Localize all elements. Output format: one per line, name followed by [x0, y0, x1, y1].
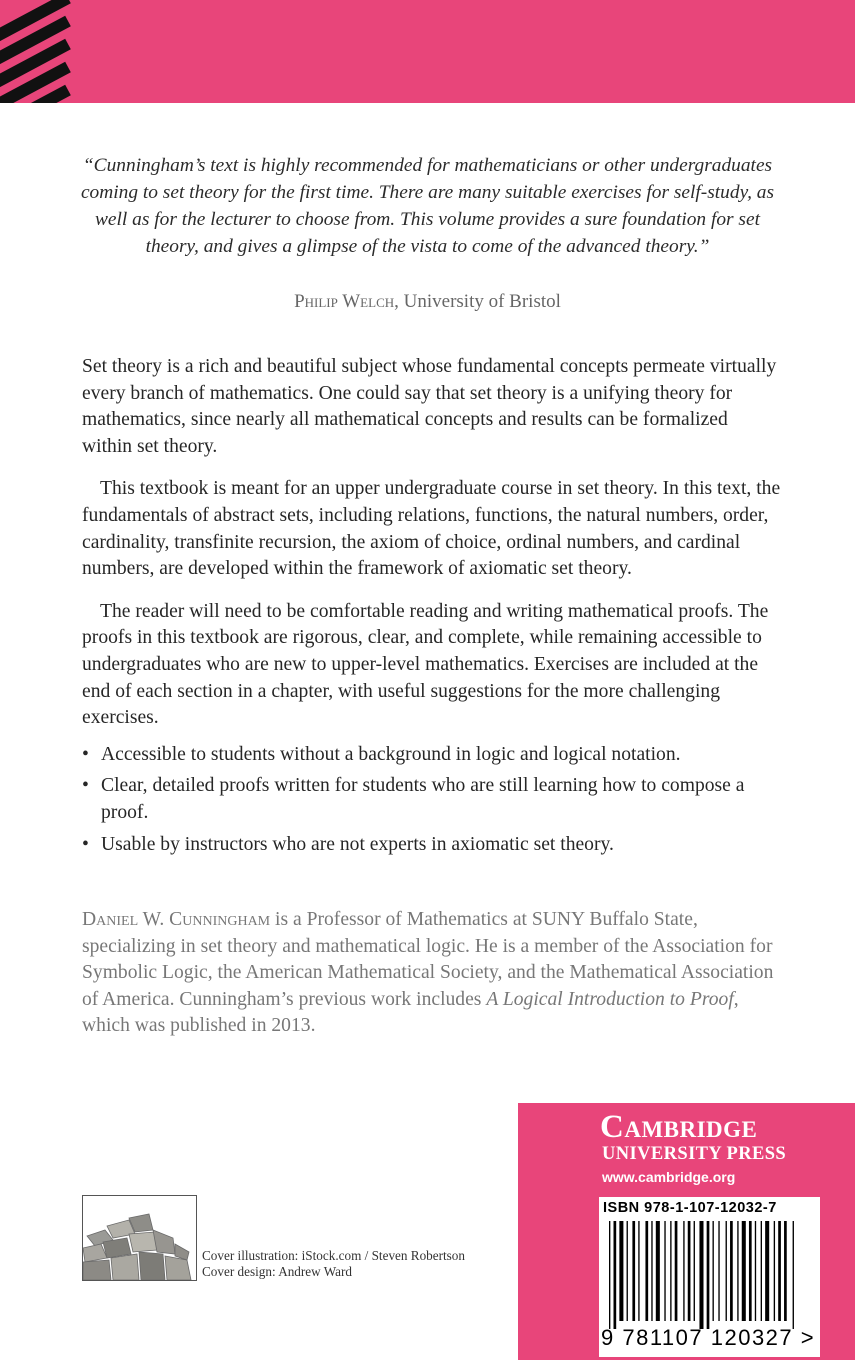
publisher-block [518, 1103, 855, 1360]
publisher-logo-name: Cambridge [600, 1109, 758, 1145]
diagonal-stripes-graphic [0, 0, 80, 103]
description-paragraph-3: The reader will need to be comfortable reading and writing mathematical proofs. The proofs in this textbook are rigorous, clear, and complete, while remaining accessible to undergraduates who are new to upper-level mathematics. Exercises are included at the end of each section in a chapter, with useful suggestions for the more challenging exercises. [82, 600, 769, 729]
book-description [82, 354, 782, 863]
barcode-bars [609, 1221, 809, 1329]
feature-list [82, 742, 782, 858]
feature-item: • Accessible to students without a background in logic and logical notation. [82, 742, 782, 769]
description-paragraph-2: This textbook is meant for an upper undergraduate course in set theory. In this text, the fundamentals of abstract sets, including relations, functions, the natural numbers, order, cardinality, transfinite recursion, the axiom of choice, ordinal numbers, and cardinal numbers, are developed within the framework of axiomatic set theory. [82, 478, 781, 580]
previous-book-title: A Logical Introduction to Proof [486, 988, 734, 1010]
bullet-icon: • [82, 775, 89, 797]
design-credit: Cover design: Andrew Ward [202, 1264, 352, 1279]
cover-credits [202, 1248, 465, 1280]
quote-author: Philip Welch [294, 291, 395, 312]
author-bio: Daniel W. Cunningham is a Professor of Mathematics at SUNY Buffalo State, specializing in set theory and mathematical logic. He is a member of the Association for Symbolic Logic, the American Mathematical Society, and the Mathematical Association of America. Cunningham’s previous work includes A Logical Introduction to Proof, which was published in 2013. [82, 909, 774, 1037]
author-name: Daniel W. Cunningham [82, 909, 271, 930]
publisher-url: www.cambridge.org [602, 1169, 736, 1185]
quote-affiliation: , University of Bristol [394, 291, 561, 312]
quote-attribution [80, 291, 775, 313]
publisher-logo-press: UNIVERSITY PRESS [602, 1144, 787, 1164]
bullet-icon: • [82, 743, 89, 765]
barcode-digits: 9 781107 120327 > [601, 1325, 816, 1350]
illustration-credit: Cover illustration: iStock.com / Steven Robertson [202, 1248, 465, 1263]
stone-wall-image [83, 1196, 196, 1280]
top-color-band [0, 0, 855, 103]
endorsement-quote: “Cunningham’s text is highly recommended for mathematicians or other undergraduates coming to set theory for the first time. There are many suitable exercises for self-study, as well as for the lecturer to choose from. This volume provides a sure foundation for set theory, and gives a glimpse of the vista to come of the advanced theory.” [80, 155, 775, 257]
feature-item: • Clear, detailed proofs written for students who are still learning how to compose a proof. [82, 775, 745, 823]
feature-item: • Usable by instructors who are not experts in axiomatic set theory. [82, 832, 782, 859]
bullet-icon: • [82, 833, 89, 855]
description-paragraph-1: Set theory is a rich and beautiful subject whose fundamental concepts permeate virtually every branch of mathematics. One could say that set theory is a unifying theory for mathematics, since nearly all mathematical concepts and results can be formalized within set theory. [82, 356, 777, 457]
isbn-label: ISBN 978-1-107-12032-7 [603, 1200, 777, 1216]
isbn-barcode [599, 1197, 820, 1357]
cover-illustration-thumbnail [82, 1195, 197, 1281]
